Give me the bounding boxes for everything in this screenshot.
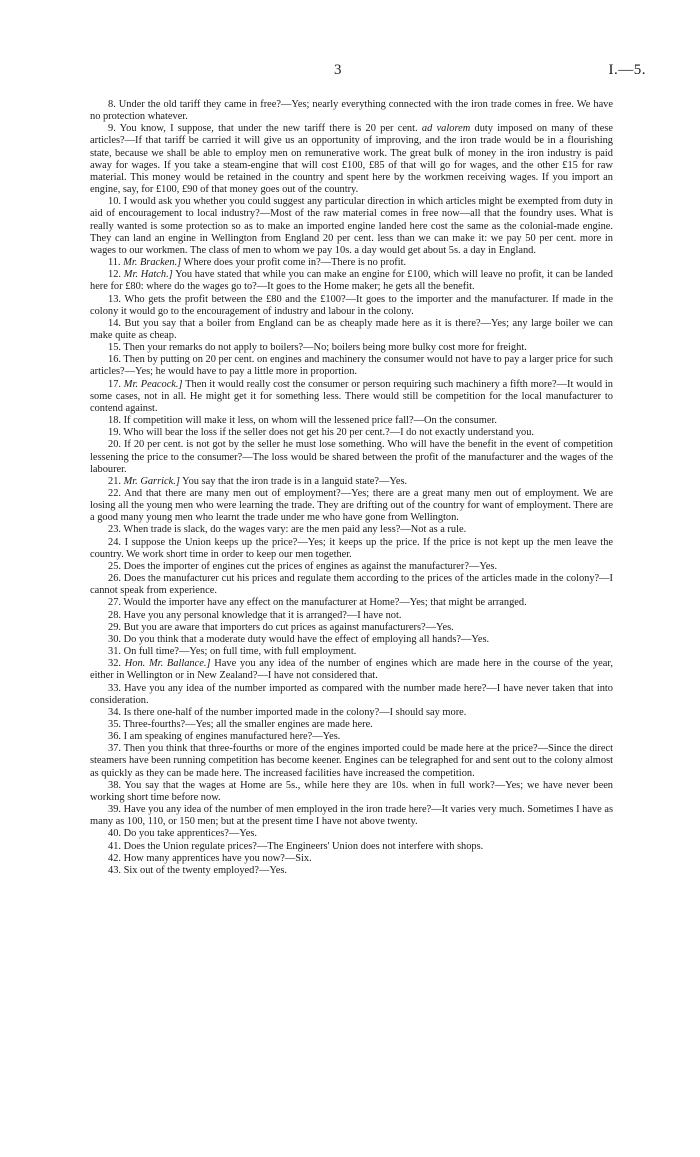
paragraph-text: 39. Have you any idea of the number of men employed in the iron trade here?—It varies very much. Sometimes I have as many as 100, 110, or 150 men; but at the present time I have not above twenty. bbox=[90, 804, 613, 828]
question-answer-paragraph bbox=[90, 257, 613, 269]
paragraph-lead: 12. bbox=[108, 269, 121, 281]
italic-phrase: ad valorem bbox=[421, 123, 471, 135]
paragraph-text: 30. Do you think that a moderate duty would have the effect of employing all hands?—Yes. bbox=[108, 633, 490, 645]
page-number: 3 bbox=[334, 62, 342, 78]
question-answer-paragraph bbox=[90, 841, 613, 853]
paragraph-text: 31. On full time?—Yes; on full time, with full employment. bbox=[108, 646, 357, 658]
question-answer-paragraph bbox=[90, 658, 613, 682]
paragraph-text: 40. Do you take apprentices?—Yes. bbox=[108, 828, 257, 840]
question-answer-paragraph bbox=[90, 597, 613, 609]
paragraph-lead: 17. bbox=[108, 378, 121, 390]
paragraph-text: 35. Three-fourths?—Yes; all the smaller engines are made here. bbox=[108, 718, 373, 730]
question-answer-paragraph bbox=[90, 269, 613, 293]
question-answer-paragraph bbox=[90, 622, 613, 634]
question-answer-paragraph bbox=[90, 865, 613, 877]
question-answer-paragraph bbox=[90, 415, 613, 427]
paragraph-text: 8. Under the old tariff they came in free?—Yes; nearly everything connected with the iron trade comes in free. We have no protection whatever. bbox=[90, 99, 613, 123]
question-answer-paragraph bbox=[90, 294, 613, 318]
paragraph-text: 13. Who gets the profit between the £80 and the £100?—It goes to the importer and the manufacturer. If made in the colony it would go to the encouragement of industry and labour in the colony. bbox=[90, 293, 613, 317]
question-answer-paragraph bbox=[90, 780, 613, 804]
question-answer-paragraph bbox=[90, 427, 613, 439]
paragraph-lead: 9. You know, I suppose, that under the new tariff there is 20 per cent. bbox=[108, 123, 418, 135]
paper-reference: I.—5. bbox=[608, 62, 646, 78]
paragraph-text: Have you any idea of the number of engines which are made here in the course of the year, either in Wellington or in New Zealand?—I have not considered that. bbox=[90, 658, 613, 682]
evidence-text bbox=[90, 99, 613, 877]
question-answer-paragraph bbox=[90, 524, 613, 536]
question-answer-paragraph bbox=[90, 853, 613, 865]
paragraph-text: 27. Would the importer have any effect on the manufacturer at Home?—Yes; that might be arranged. bbox=[108, 597, 527, 609]
paragraph-text: 42. How many apprentices have you now?—Six. bbox=[108, 852, 312, 864]
paragraph-text: 29. But you are aware that importers do cut prices as against manufacturers?—Yes. bbox=[108, 621, 454, 633]
question-answer-paragraph bbox=[90, 488, 613, 524]
paragraph-text: 10. I would ask you whether you could suggest any particular direction in which articles might be exempted from duty in aid of encouragement to local industry?—Most of the raw material comes in free now—all that the foundry uses. What is really wanted is some protection so as to make an imported engine landed here cost the same as the colonial-made engine. They can land an engine in Wellington from England 20 per cent. less than we can make it: we pay 50 per cent. more in wages to our workmen. The class of men to whom we pay 10s. a day would get about 5s. a day in England. bbox=[90, 196, 613, 256]
paragraph-lead: 11. bbox=[108, 257, 121, 269]
question-answer-paragraph bbox=[90, 804, 613, 828]
paragraph-lead: 21. bbox=[108, 475, 121, 487]
question-answer-paragraph bbox=[90, 731, 613, 743]
question-answer-paragraph bbox=[90, 743, 613, 779]
question-answer-paragraph bbox=[90, 99, 613, 123]
question-answer-paragraph bbox=[90, 379, 613, 415]
question-answer-paragraph bbox=[90, 610, 613, 622]
paragraph-text: 23. When trade is slack, do the wages vary: are the men paid any less?—Not as a rule. bbox=[108, 524, 467, 536]
paragraph-text: You say that the iron trade is in a languid state?—Yes. bbox=[182, 475, 408, 487]
paragraph-lead: 32. bbox=[108, 658, 121, 670]
paragraph-text: duty imposed on many of these articles?—If that tariff be carried it will give us an opportunity of improving, and the iron trade would be in a flourishing state, because we shall be able to employ men on remunerative work. The great bulk of money in the iron industry is paid away for wages. If you take a steam-engine that will cost £100, £85 of that will go for wages, and the other £15 for raw material. This money would be retained in the country and spent here by the workmen receiving wages. If you import an engine, say, for £100, £90 of that money goes out of the country. bbox=[90, 123, 614, 196]
italic-phrase: Hon. Mr. Ballance.] bbox=[124, 658, 211, 670]
italic-phrase: Mr. Peacock.] bbox=[123, 378, 183, 390]
question-answer-paragraph bbox=[90, 707, 613, 719]
paragraph-text: 26. Does the manufacturer cut his prices and regulate them according to the prices of the articles made in the colony?—I cannot speak from experience. bbox=[90, 573, 613, 597]
paragraph-text: 33. Have you any idea of the number imported as compared with the number made here?—I have never taken that into consideration. bbox=[90, 682, 613, 706]
paragraph-text: 20. If 20 per cent. is not got by the seller he must lose something. Who will have the benefit in the event of competition lessening the price to the consumer?—The loss would be shared between the profit of the manufacturer and the wages of the labourer. bbox=[90, 439, 613, 475]
paragraph-text: You have stated that while you can make an engine for £100, which will leave no profit, it can be landed here for £80: where do the wages go to?—It goes to the Home maker; he gets all the benefit. bbox=[90, 269, 613, 293]
paragraph-text: 18. If competition will make it less, on whom will the lessened price fall?—On the consumer. bbox=[108, 415, 497, 427]
paragraph-text: 14. But you say that a boiler from England can be as cheaply made here as it is there?—Yes; any large boiler we can make quite as cheap. bbox=[90, 317, 613, 341]
page-header bbox=[0, 62, 700, 80]
question-answer-paragraph bbox=[90, 123, 613, 196]
question-answer-paragraph bbox=[90, 318, 613, 342]
question-answer-paragraph bbox=[90, 828, 613, 840]
paragraph-text: 36. I am speaking of engines manufactured here?—Yes. bbox=[108, 731, 341, 743]
question-answer-paragraph bbox=[90, 342, 613, 354]
paragraph-text: 38. You say that the wages at Home are 5s., while here they are 10s. when in full work?—Yes; we have never been working short time before now. bbox=[90, 779, 613, 803]
paragraph-text: 24. I suppose the Union keeps up the price?—Yes; it keeps up the price. If the price is not kept up the men leave the country. We work short time in order to keep our men together. bbox=[90, 536, 613, 560]
question-answer-paragraph bbox=[90, 683, 613, 707]
paragraph-text: 19. Who will bear the loss if the seller does not get his 20 per cent.?—I do not exactly understand you. bbox=[108, 427, 535, 439]
question-answer-paragraph bbox=[90, 354, 613, 378]
question-answer-paragraph bbox=[90, 537, 613, 561]
italic-phrase: Mr. Garrick.] bbox=[123, 475, 180, 487]
paragraph-text: 34. Is there one-half of the number imported made in the colony?—I should say more. bbox=[108, 706, 467, 718]
question-answer-paragraph bbox=[90, 439, 613, 475]
question-answer-paragraph bbox=[90, 719, 613, 731]
paragraph-text: 15. Then your remarks do not apply to boilers?—No; boilers being more bulky cost more for freight. bbox=[108, 342, 527, 354]
italic-phrase: Mr. Hatch.] bbox=[123, 269, 173, 281]
paragraph-text: 25. Does the importer of engines cut the prices of engines as against the manufacturer?—Yes. bbox=[108, 560, 498, 572]
paragraph-text: Where does your profit come in?—There is no profit. bbox=[183, 257, 407, 269]
question-answer-paragraph bbox=[90, 561, 613, 573]
paragraph-text: 22. And that there are many men out of employment?—Yes; there are a great many men out of employment. We are losing all the young men who were learning the trade. They are drifting out of the country for want of employment. There are a good many young men who learnt the trade under me who have gone from Wellington. bbox=[90, 488, 613, 524]
question-answer-paragraph bbox=[90, 646, 613, 658]
paragraph-text: 37. Then you think that three-fourths or more of the engines imported could be made here at the price?—Since the direct steamers have been running competition has become keener. Engines can be telegraphed for and sent out to the colony almost as quickly as they can be made here. The increased facilities have increased the competition. bbox=[90, 743, 613, 779]
question-answer-paragraph bbox=[90, 634, 613, 646]
paragraph-text: 28. Have you any personal knowledge that it is arranged?—I have not. bbox=[108, 609, 402, 621]
question-answer-paragraph bbox=[90, 476, 613, 488]
paragraph-text: 16. Then by putting on 20 per cent. on engines and machinery the consumer would not have to pay a larger price for such articles?—Yes; he would have to pay a little more in proportion. bbox=[90, 354, 613, 378]
paragraph-text: 41. Does the Union regulate prices?—The Engineers' Union does not interfere with shops. bbox=[108, 840, 484, 852]
paragraph-text: Then it would really cost the consumer or person requiring such machinery a fifth more?—It would in some cases, not in all. He might get it for something less. There would still be competition for the local manufacturer to contend against. bbox=[90, 378, 613, 414]
question-answer-paragraph bbox=[90, 196, 613, 257]
question-answer-paragraph bbox=[90, 573, 613, 597]
paragraph-text: 43. Six out of the twenty employed?—Yes. bbox=[108, 864, 288, 876]
italic-phrase: Mr. Bracken.] bbox=[123, 257, 182, 269]
